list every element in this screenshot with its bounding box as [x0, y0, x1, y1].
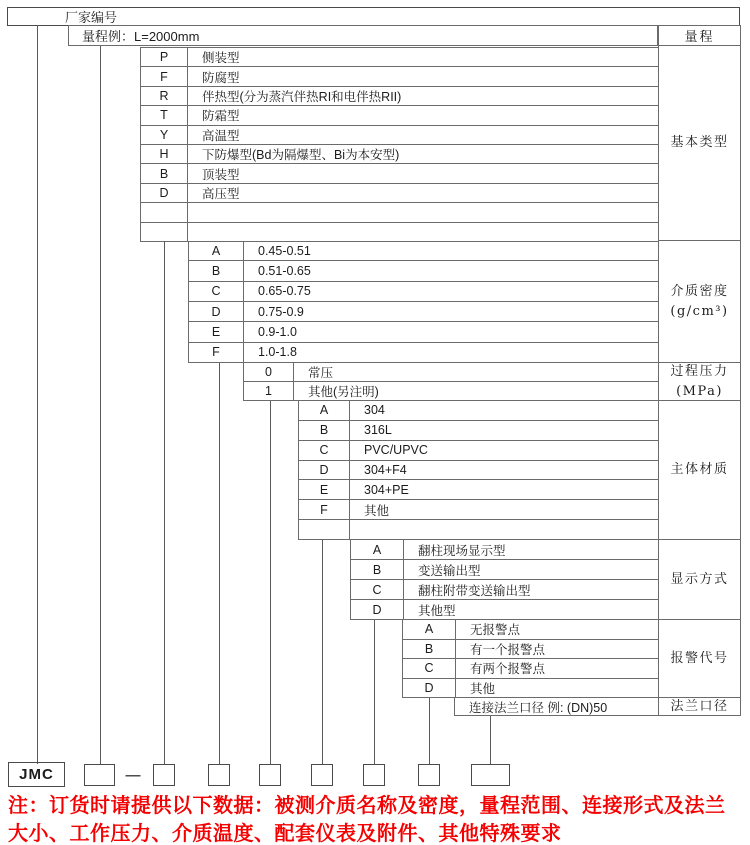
- table-row: [141, 48, 658, 67]
- code-cell: C: [403, 659, 456, 678]
- table-row: [403, 640, 658, 660]
- code-cell: C: [299, 441, 350, 460]
- section-basic-table: [140, 47, 658, 242]
- connector-line: [490, 716, 491, 764]
- desc-cell: 其他型: [418, 603, 456, 618]
- table-row: [244, 363, 658, 382]
- desc-cell: 304: [364, 403, 385, 418]
- table-row: [141, 106, 658, 125]
- desc-cell: 0.9-1.0: [258, 324, 297, 339]
- section-label-density: [658, 241, 741, 363]
- section-label-text: 主体材质: [670, 462, 729, 477]
- section-label-unit: (MPa): [676, 383, 723, 399]
- separator-dash: —: [125, 766, 141, 784]
- desc-cell: 0.45-0.51: [258, 243, 311, 258]
- table-row: [244, 382, 658, 401]
- desc-cell: 翻柱现场显示型: [418, 543, 506, 558]
- section-label-alarm: [658, 620, 741, 698]
- table-row: [455, 698, 658, 716]
- range-example-text: 量程例：L=2000mm: [82, 29, 200, 44]
- section-density-table: [188, 241, 658, 363]
- section-material-table: [298, 401, 658, 540]
- desc-cell: 1.0-1.8: [258, 345, 297, 360]
- connector-line: [100, 46, 101, 764]
- section-pressure-table: [243, 363, 658, 401]
- desc-cell: 其他(另注明): [308, 385, 379, 399]
- code-cell: A: [189, 241, 244, 260]
- code-cell: A: [351, 540, 404, 559]
- code-cell: A: [403, 620, 456, 639]
- section-label-material: [658, 401, 741, 540]
- table-row: [403, 679, 658, 699]
- code-box: [259, 764, 281, 786]
- model-prefix-text: JMC: [19, 766, 54, 783]
- desc-cell: 其他: [470, 681, 496, 696]
- table-row: [189, 302, 658, 322]
- table-row: [189, 241, 658, 261]
- section-flange-table: [454, 698, 658, 716]
- code-cell: [141, 223, 188, 241]
- table-row: [189, 282, 658, 302]
- table-row: [299, 441, 658, 461]
- code-cell: [141, 203, 188, 221]
- table-row: [299, 421, 658, 441]
- section-label-display: [658, 540, 741, 620]
- table-row: [141, 223, 658, 242]
- connector-line: [429, 698, 430, 764]
- code-cell: F: [299, 500, 350, 519]
- table-row: [351, 600, 658, 620]
- order-note-line1: 注：订货时请提供以下数据：被测介质名称及密度，量程范围、连接形式及法兰: [8, 795, 726, 817]
- code-box: [208, 764, 230, 786]
- code-cell: B: [141, 164, 188, 182]
- code-cell: E: [299, 480, 350, 499]
- connector-line: [322, 540, 323, 764]
- section-label-text: 报警代号: [670, 650, 729, 666]
- code-cell: D: [189, 302, 244, 321]
- code-cell: [299, 520, 350, 539]
- code-cell: D: [403, 679, 456, 698]
- table-row: [189, 261, 658, 281]
- range-example-cell: [68, 25, 658, 46]
- desc-cell: 无报警点: [470, 623, 521, 638]
- code-cell: C: [351, 580, 404, 599]
- table-row: [403, 659, 658, 679]
- desc-cell: 高压型: [202, 186, 240, 201]
- code-cell: B: [351, 560, 404, 579]
- desc-cell: 0.65-0.75: [258, 284, 311, 299]
- desc-cell: 防腐型: [202, 70, 240, 85]
- section-label-text: 显示方式: [670, 571, 729, 587]
- table-row: [299, 500, 658, 520]
- desc-cell: 侧装型: [202, 51, 240, 66]
- code-cell: F: [189, 343, 244, 362]
- desc-cell: 304+PE: [364, 482, 409, 497]
- desc-cell: 0.75-0.9: [258, 304, 304, 319]
- code-box: [418, 764, 440, 786]
- desc-cell: [188, 223, 658, 241]
- desc-cell: 316L: [364, 423, 392, 438]
- code-cell: E: [189, 322, 244, 341]
- table-row: [299, 480, 658, 500]
- code-box: [363, 764, 385, 786]
- connector-line: [270, 401, 271, 764]
- range-label-text: 量程: [684, 30, 715, 45]
- desc-cell: 0.51-0.65: [258, 263, 311, 278]
- range-label-cell: [658, 25, 741, 46]
- code-box: [153, 764, 175, 786]
- table-row: [351, 580, 658, 600]
- flange-note-text: 连接法兰口径 例: (DN)50: [469, 700, 608, 715]
- desc-cell: [350, 520, 658, 539]
- table-row: [299, 401, 658, 421]
- code-cell: B: [403, 640, 456, 659]
- code-cell: R: [141, 87, 188, 105]
- table-row: [141, 203, 658, 222]
- code-cell: T: [141, 106, 188, 124]
- section-display-table: [350, 540, 658, 620]
- code-cell: P: [141, 48, 188, 66]
- table-row: [141, 184, 658, 203]
- code-cell: 0: [244, 363, 294, 381]
- section-label-basic: [658, 46, 741, 241]
- order-note-line2: 大小、工作压力、介质温度、配套仪表及附件、其他特殊要求: [8, 823, 562, 845]
- section-label-text: 介质密度: [670, 283, 729, 299]
- code-cell: C: [189, 282, 244, 301]
- model-prefix-box: [8, 762, 65, 787]
- desc-cell: 有一个报警点: [470, 642, 546, 657]
- desc-cell: 其他: [364, 503, 390, 518]
- desc-cell: 304+F4: [364, 462, 407, 477]
- code-box: [84, 764, 115, 786]
- section-alarm-table: [402, 620, 658, 698]
- code-cell: B: [299, 421, 350, 440]
- code-cell: 1: [244, 382, 294, 400]
- section-label-unit: (g/cm³): [670, 303, 729, 319]
- code-cell: D: [141, 184, 188, 202]
- table-row: [141, 87, 658, 106]
- connector-line: [164, 241, 165, 764]
- desc-cell: 防霜型: [202, 109, 240, 124]
- table-row: [403, 620, 658, 640]
- manufacturer-number-cell: [7, 7, 740, 26]
- table-row: [189, 343, 658, 363]
- desc-cell: 顶装型: [202, 167, 240, 182]
- connector-line: [219, 363, 220, 764]
- desc-cell: [188, 203, 658, 221]
- desc-cell: 翻柱附带变送输出型: [418, 583, 531, 598]
- desc-cell: 高温型: [202, 128, 240, 143]
- section-label-flange: [658, 698, 741, 716]
- code-cell: F: [141, 67, 188, 85]
- table-row: [141, 164, 658, 183]
- code-cell: B: [189, 261, 244, 280]
- connector-line: [37, 25, 38, 764]
- desc-cell: 有两个报警点: [470, 662, 546, 677]
- code-cell: Y: [141, 126, 188, 144]
- table-row: [141, 67, 658, 86]
- order-note: [8, 792, 748, 845]
- table-row: [189, 322, 658, 342]
- code-box: [471, 764, 510, 786]
- section-label-text: 法兰口径: [670, 698, 729, 714]
- table-row: [351, 560, 658, 580]
- table-row: [351, 540, 658, 560]
- desc-cell: 常压: [308, 366, 334, 380]
- desc-cell: 伴热型(分为蒸汽伴热RI和电伴热RII): [202, 89, 402, 104]
- code-cell: D: [299, 461, 350, 480]
- code-cell: A: [299, 401, 350, 420]
- section-label-pressure: [658, 363, 741, 401]
- table-row: [141, 126, 658, 145]
- desc-cell: PVC/UPVC: [364, 443, 428, 458]
- manufacturer-number-label: 厂家编号: [65, 10, 118, 25]
- table-row: [299, 461, 658, 481]
- desc-cell: 下防爆型(Bd为隔爆型、Bi为本安型): [202, 148, 400, 163]
- section-label-text: 过程压力: [670, 363, 729, 379]
- connector-line: [374, 620, 375, 764]
- table-row: [299, 520, 658, 540]
- code-box: [311, 764, 333, 786]
- section-label-text: 基本类型: [670, 135, 729, 150]
- table-row: [141, 145, 658, 164]
- code-cell: D: [351, 600, 404, 619]
- code-cell: H: [141, 145, 188, 163]
- desc-cell: 变送输出型: [418, 563, 481, 578]
